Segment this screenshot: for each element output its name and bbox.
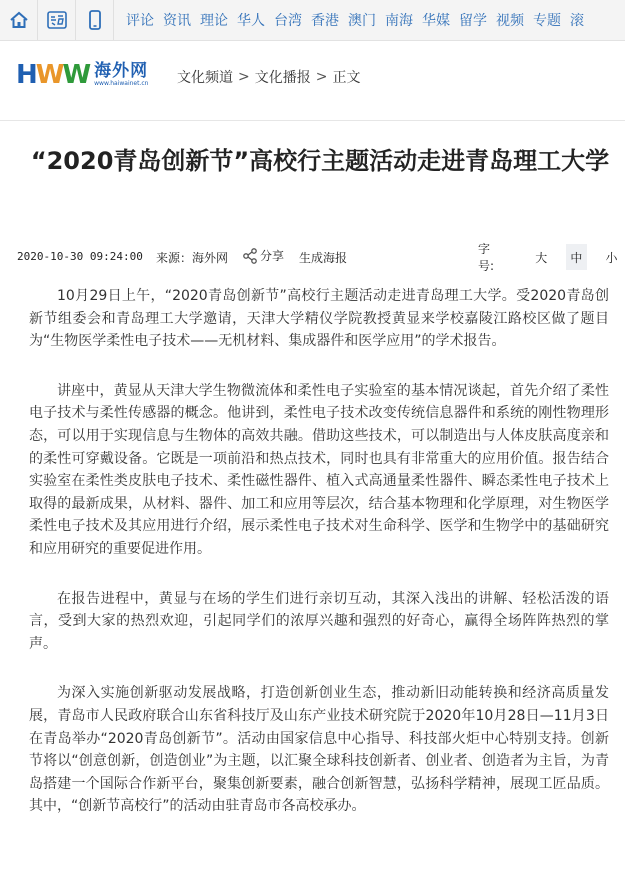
article-paragraph: 为深入实施创新驱动发展战略，打造创新创业生态，推动新旧动能转换和经济高质量发展，青岛市人民政府联合山东省科技厅及山东产业技术研究院于2020年10月28日—11月3日在青岛举办“2020青岛创新节”。活动由国家信息中心指导、科技部火炬中心特别支持。创新节将以“创意创新，创造创业”为主题，以汇聚全球科技创新者、创业者、创造者为主旨，为青岛搭建一个国际合作新平台，聚集创新要素，融合创新智慧，弘扬科学精神，展现工匠品质。其中，“创新节高校行”的活动由驻青岛市各高校承办。 [29,685,609,815]
nav-link[interactable]: 理论 [200,13,228,29]
nav-link[interactable]: 视频 [496,13,524,29]
font-size-label: 字号: [478,242,495,273]
article-paragraph: 讲座中，黄显从天津大学生物微流体和柔性电子实验室的基本情况谈起，首先介绍了柔性电子技术与柔性传感器的概念。他讲到，柔性电子技术改变传统信息器件和系统的刚性物理形态，可以用于实现信息与生物体的高效共融。借助这些技术，可以制造出与人体皮肤高度亲和的柔性可穿戴设备。它既是一项前沿和热点技术，同时也具有非常重大的应用价值。报告结合实验室在柔性类皮肤电子技术、柔性磁性器件、植入式高通量柔性器件、瞬态柔性电子技术上取得的最新成果，从材料、器件、加工和应用等层次，结合基本物理和化学原理，对生物医学柔性电子技术及其应用进行介绍，展示柔性电子技术对生命科学、医学和生物学中的基础研究和应用研究的重要促进作用。 [29,382,609,557]
font-size-large[interactable]: 大 [535,250,548,265]
logo-mark [16,61,89,89]
font-size-small[interactable]: 小 [605,250,618,265]
nav-link[interactable]: 台湾 [274,13,302,29]
top-nav [0,0,625,41]
nav-link[interactable]: 滚 [570,13,584,29]
nav-link[interactable]: 资讯 [163,13,191,29]
share-icon [242,248,258,264]
share-label: 分享 [260,249,285,263]
article-paragraph: 10月29日上午，“2020青岛创新节”高校行主题活动走进青岛理工大学。受2020青岛创新节组委会和青岛理工大学邀请，天津大学精仪学院教授黄显来学校嘉陵江路校区做了题目为“生物医学柔性电子技术——无机材料、集成器件和医学应用”的学术报告。 [29,288,609,350]
home-icon [9,11,29,29]
article-body [29,285,609,845]
nav-link[interactable]: 专题 [533,13,561,29]
mobile-button[interactable] [76,0,114,41]
breadcrumb-item-section[interactable]: 文化播报 [254,70,311,86]
breadcrumb-separator: > [315,69,328,85]
mobile-icon [89,10,101,30]
breadcrumb-item-current: 正文 [332,70,361,86]
share-button[interactable] [242,247,284,264]
nav-link[interactable]: 评论 [126,13,154,29]
nav-link[interactable]: 澳门 [348,13,376,29]
article-title: “2020青岛创新节”高校行主题活动走进青岛理工大学 [30,147,610,175]
nav-link[interactable]: 南海 [385,13,413,29]
breadcrumb [177,67,360,87]
nav-link[interactable]: 香港 [311,13,339,29]
logo-mark-h: H [16,60,36,90]
article-paragraph: 在报告进程中，黄显与在场的学生们进行亲切互动，其深入浅出的讲解、轻松活泼的语言，受到大家的热烈欢迎，引起同学们的浓厚兴趣和强烈的好奇心，赢得全场阵阵热烈的掌声。 [29,590,609,652]
home-icon-button[interactable] [0,0,38,41]
breadcrumb-separator: > [238,69,250,85]
font-size-selector [478,242,625,273]
breadcrumb-item-channel[interactable]: 文化频道 [177,70,233,86]
haiwai-app-icon [47,11,67,29]
haiwai-app-button[interactable] [38,0,76,41]
nav-link[interactable]: 华人 [237,13,265,29]
nav-link[interactable]: 华媒 [422,13,450,29]
generate-poster-button[interactable]: 生成海报 [299,251,348,265]
article-source: 来源：海外网 [156,251,229,265]
logo-mark-w2: W [62,60,90,90]
publish-date: 2020-10-30 09:24:00 [17,250,143,263]
logo-url: www.haiwainet.cn [94,80,149,87]
nav-link[interactable]: 留学 [459,13,487,29]
logo-bar [0,41,625,121]
logo-text [94,62,148,88]
article-meta [17,242,625,273]
site-logo[interactable] [16,61,148,89]
logo-name: 海外网 [94,61,149,81]
font-size-medium[interactable]: 中 [566,244,587,270]
nav-links [114,10,593,30]
logo-mark-w1: W [35,60,63,90]
